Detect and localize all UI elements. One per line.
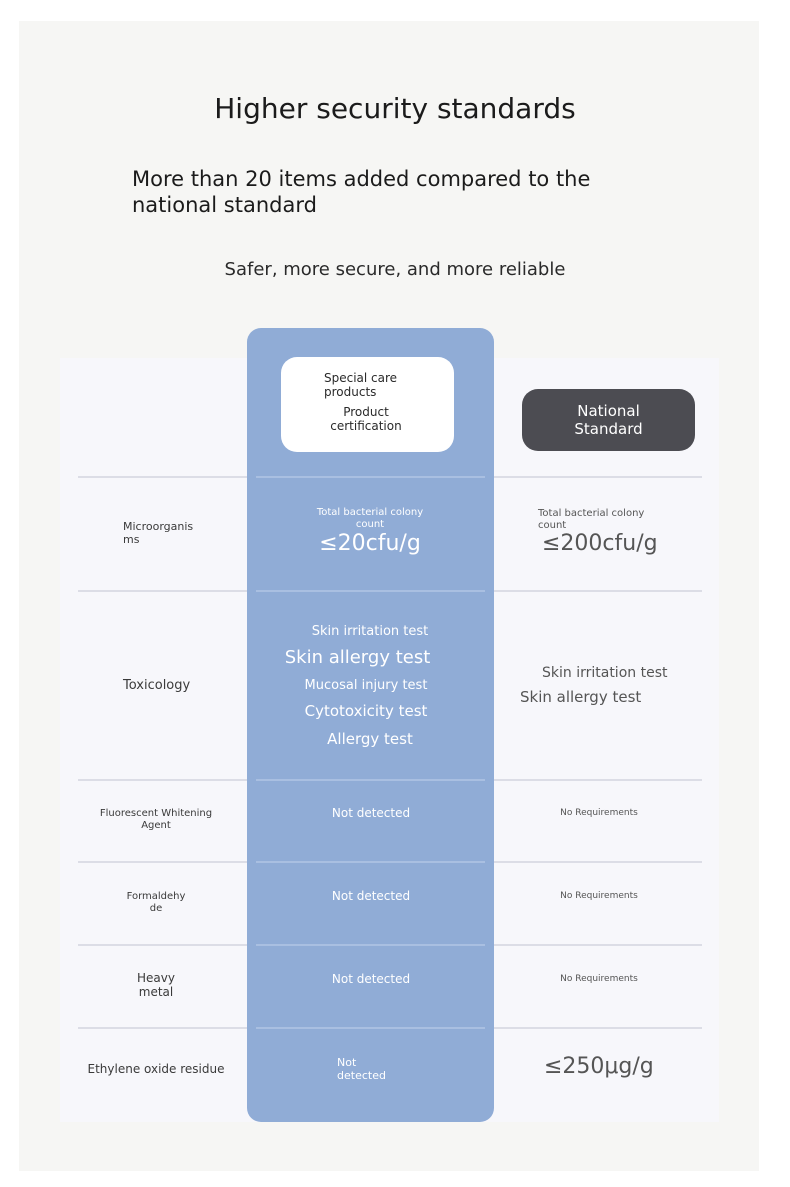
product-row-divider [256, 944, 485, 946]
product-microorganisms-caption: Total bacterial colony count [316, 507, 424, 530]
product-microorganisms-value: ≤20cfu/g [319, 531, 421, 556]
national-formaldehyde-value: No Requirements [560, 891, 638, 901]
product-header-line1: Special care products [324, 371, 398, 399]
product-row-divider [256, 1027, 485, 1029]
product-header-line2: Product certification [330, 405, 402, 433]
product-formaldehyde-value: Not detected [331, 889, 411, 903]
page-tagline: Safer, more secure, and more reliable [224, 259, 566, 280]
national-test-item: Skin irritation test [542, 665, 668, 681]
product-test-item: Allergy test [327, 730, 413, 748]
national-ethylene-oxide-value: ≤250μg/g [544, 1054, 654, 1079]
product-test-item: Mucosal injury test [304, 678, 428, 693]
product-test-item: Skin allergy test [284, 647, 431, 668]
row-label-heavy-metal: Heavy metal [137, 971, 175, 999]
row-label-formaldehyde: Formaldehyde [126, 891, 186, 914]
product-test-item: Cytotoxicity test [304, 702, 428, 720]
row-label-microorganisms: Microorganisms [123, 520, 194, 546]
national-microorganisms-caption: Total bacterial colony count [538, 508, 645, 531]
national-fluorescent-value: No Requirements [560, 808, 638, 818]
national-microorganisms-value: ≤200cfu/g [542, 531, 658, 556]
product-ethylene-oxide-value: Not detected [337, 1056, 386, 1082]
national-test-item: Skin allergy test [520, 688, 642, 706]
national-heavy-metal-value: No Requirements [560, 974, 638, 984]
page-subtitle: More than 20 items added compared to the national standard [132, 167, 591, 217]
row-label-fluorescent: Fluorescent Whitening Agent [99, 808, 213, 831]
product-row-divider [256, 590, 485, 592]
national-header [522, 389, 695, 451]
product-test-item: Skin irritation test [311, 624, 429, 639]
product-row-divider [256, 861, 485, 863]
product-heavy-metal-value: Not detected [331, 972, 411, 986]
row-label-toxicology: Toxicology [123, 678, 191, 693]
product-row-divider [256, 476, 485, 478]
page-title: Higher security standards [214, 92, 576, 125]
row-label-ethylene-oxide: Ethylene oxide residue [87, 1062, 225, 1076]
product-fluorescent-value: Not detected [331, 806, 411, 820]
product-row-divider [256, 779, 485, 781]
national-header-label: National Standard [574, 402, 643, 438]
